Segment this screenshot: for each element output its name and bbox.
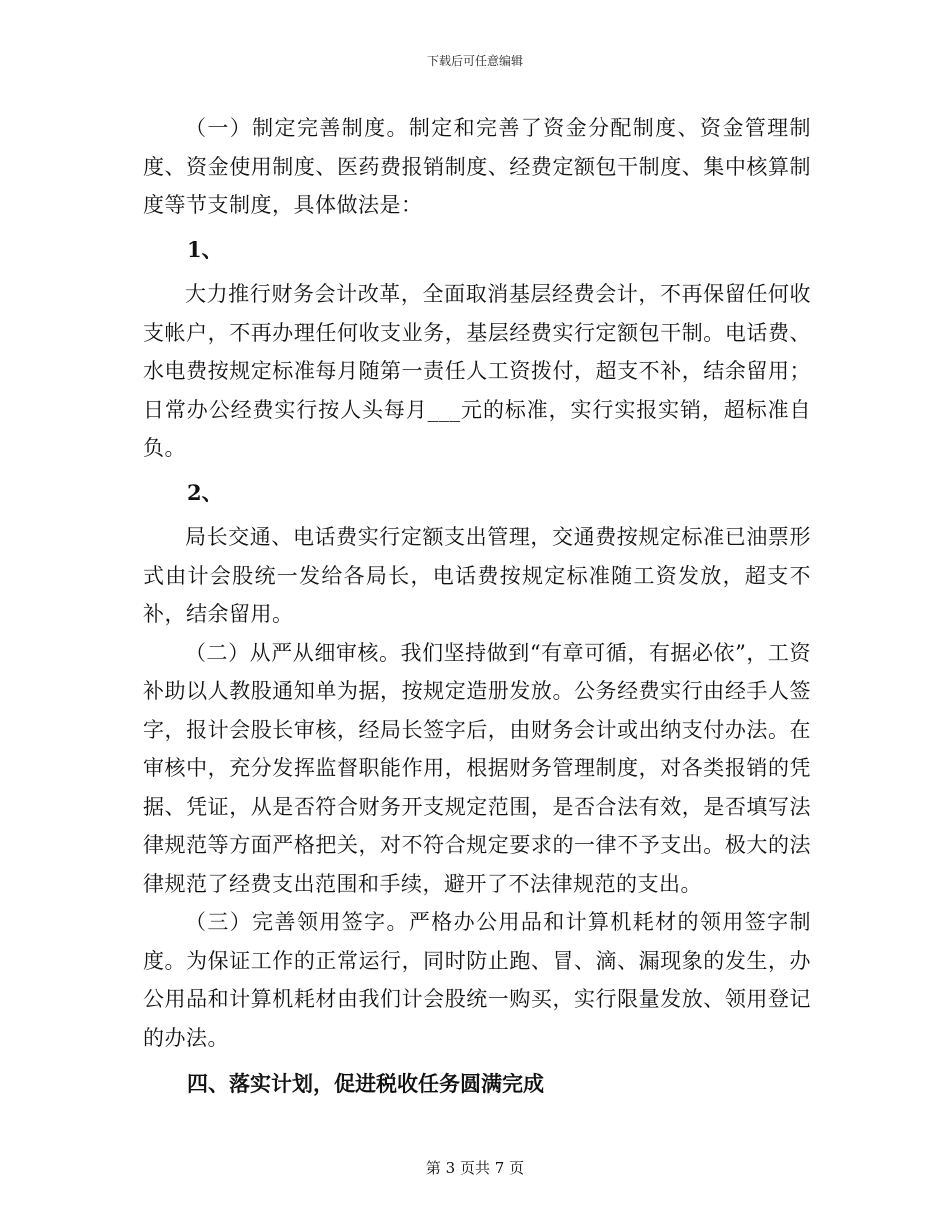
page-header: 下载后可任意编辑	[426, 54, 523, 68]
paragraph-4: （二）从严从细审核。我们坚持做到“有章可循，有据必依”，工资补助以人教股通知单为据，按规定造册发放。公务经费实行由经手人签字，报计会股长审核，经局长签字后，由财务会计或出纳支付办法。在审核中，充分发挥监督职能作用，根据财务管理制度，对各类报销的凭据、凭证，从是否符合财务开支规定范围，是否合法有效，是否填写法律规范等方面严格把关，对不符合规定要求的一律不予支出。极大的法律规范了经费支出范围和手续，避开了不法律规范的支出。	[143, 640, 811, 896]
item-number-1: 1、	[187, 236, 223, 262]
paragraph-3: 局长交通、电话费实行定额支出管理，交通费按规定标准已油票形式由计会股统一发给各局长，电话费按规定标准随工资发放，超支不补，结余留用。	[143, 525, 811, 626]
section-heading-4: 四、落实计划，促进税收任务圆满完成	[187, 1071, 544, 1096]
item-number-2: 2、	[187, 479, 223, 505]
paragraph-5: （三）完善领用签字。严格办公用品和计算机耗材的领用签字制度。为保证工作的正常运行，同时防止跑、冒、滴、漏现象的发生，办公用品和计算机耗材由我们计会股统一购买，实行限量发放、领用登记的办法。	[143, 910, 811, 1050]
page-footer: 第 3 页共 7 页	[425, 1159, 525, 1177]
paragraph-1: （一）制定完善制度。制定和完善了资金分配制度、资金管理制度、资金使用制度、医药费报销制度、经费定额包干制度、集中核算制度等节支制度，具体做法是：	[143, 116, 811, 217]
document-body	[143, 109, 811, 1104]
paragraph-2: 大力推行财务会计改革，全面取消基层经费会计，不再保留任何收支帐户，不再办理任何收支业务，基层经费实行定额包干制。电话费、水电费按规定标准每月随第一责任人工资拨付，超支不补，结余留用；日常办公经费实行按人头每月___元的标准，实行实报实销，超标准自负。	[143, 282, 811, 460]
